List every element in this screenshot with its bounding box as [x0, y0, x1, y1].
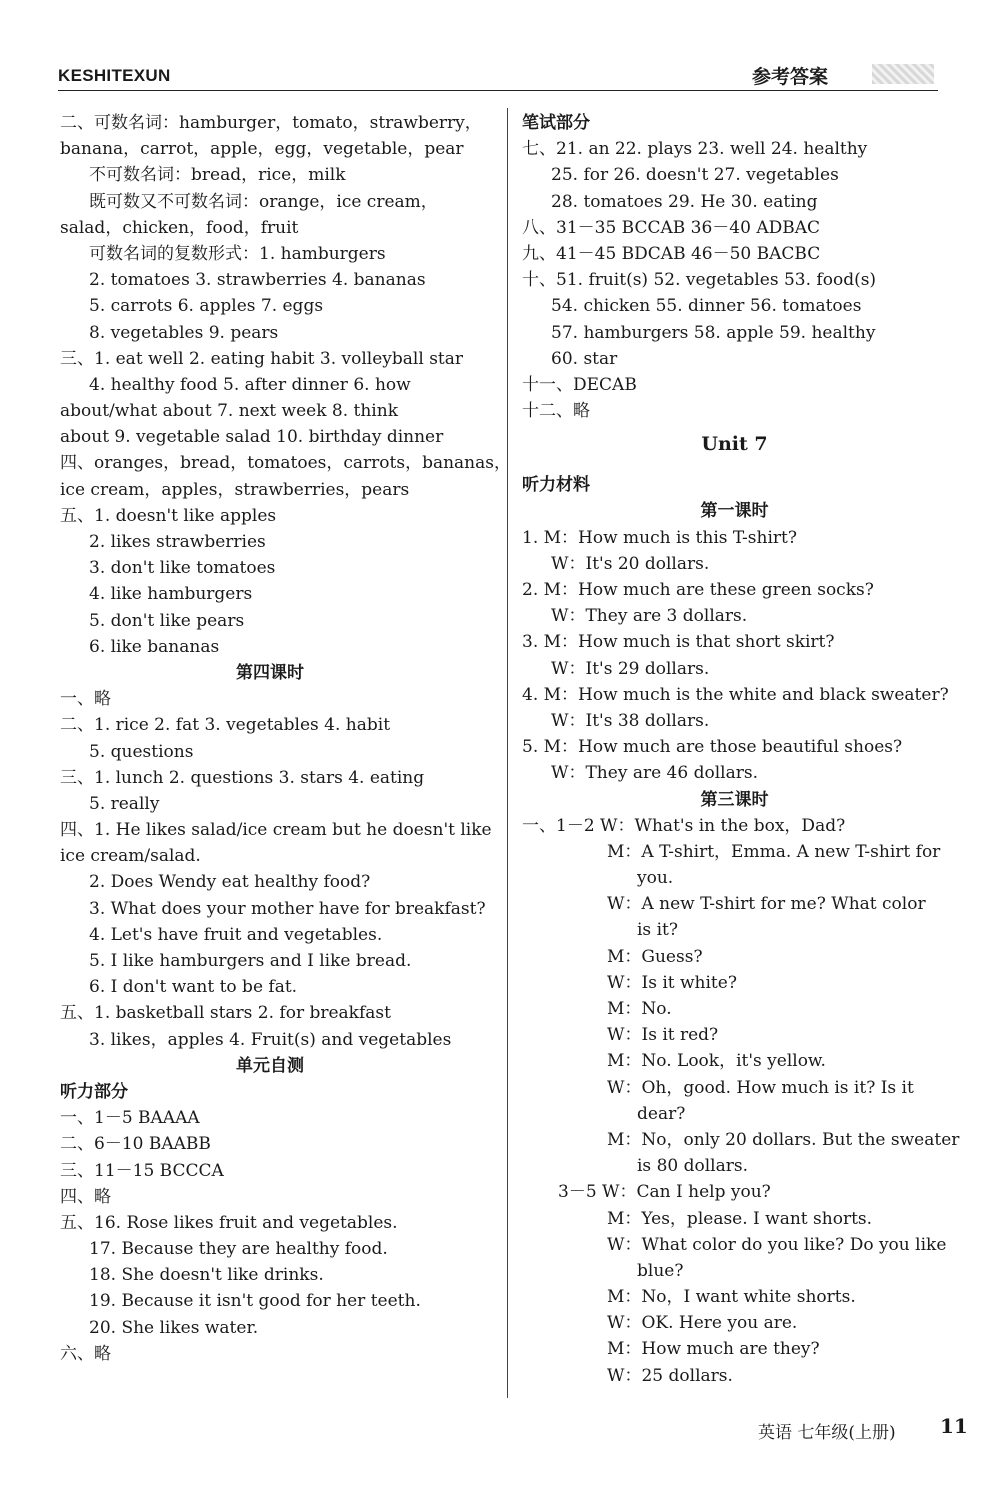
dialogue-line: you.: [637, 868, 674, 889]
dialogue-line: blue?: [637, 1260, 684, 1281]
answer-line: 二、1. rice 2. fat 3. vegetables 4. habit: [60, 715, 391, 736]
dialogue-line: M：A T-shirt，Emma. A new T-shirt for: [607, 841, 941, 862]
answer-line: 5. questions: [89, 741, 194, 762]
page-number: 11: [940, 1414, 968, 1438]
dialogue-line: 一、1－2 W：What's in the box，Dad?: [522, 815, 846, 836]
answer-line: 4. like hamburgers: [89, 584, 253, 605]
answer-line: 二、6－10 BAABB: [60, 1134, 211, 1155]
answer-line: 三、1. lunch 2. questions 3. stars 4. eating: [60, 767, 425, 788]
answer-line: ice cream/salad.: [60, 846, 201, 867]
answer-line: about/what about 7. next week 8. think: [60, 401, 398, 422]
dialogue-line: 1. M：How much is this T-shirt?: [522, 527, 797, 548]
dialogue-line: 3. M：How much is that short skirt?: [522, 632, 835, 653]
dialogue-line: W：What color do you like? Do you like: [607, 1234, 947, 1255]
dialogue-line: W：A new T-shirt for me? What color: [607, 894, 926, 915]
answer-line: 8. vegetables 9. pears: [89, 322, 279, 343]
answer-line: 25. for 26. doesn't 27. vegetables: [551, 165, 839, 186]
dialogue-line: 2. M：How much are these green socks?: [522, 580, 874, 600]
answer-line: 二、可数名词：hamburger，tomato，strawberry，: [60, 113, 482, 133]
written-heading: 笔试部分: [522, 113, 590, 133]
answer-line: 60. star: [551, 348, 618, 369]
answer-line: 六、略: [60, 1343, 111, 1364]
answer-line: 十一、DECAB: [522, 374, 637, 395]
left-column: [60, 110, 511, 1367]
listening-heading: 听力部分: [60, 1081, 128, 1102]
dialogue-line: M：Yes，please. I want shorts.: [607, 1208, 873, 1229]
spacer: [522, 458, 947, 472]
answer-line: 3. don't like tomatoes: [89, 558, 276, 579]
dialogue-line: is it?: [637, 920, 678, 941]
answer-line: 十二、略: [522, 401, 590, 422]
dialogue-line: W：Is it red?: [607, 1025, 719, 1046]
header-decoration: [872, 64, 934, 84]
answer-line: banana，carrot，apple，egg，vegetable，pear: [60, 139, 464, 160]
answer-line: 2. Does Wendy eat healthy food?: [89, 872, 371, 893]
dialogue-line: W：They are 46 dollars.: [551, 763, 758, 784]
answer-line: about 9. vegetable salad 10. birthday dinner: [60, 427, 444, 448]
answer-line: 5. don't like pears: [89, 610, 245, 631]
answer-line: ice cream，apples，strawberries，pears: [60, 479, 410, 500]
dialogue-line: 3－5 W：Can I help you?: [558, 1182, 771, 1203]
answer-line: 四、oranges，bread，tomatoes，carrots，bananas，: [60, 453, 511, 474]
answer-line: 6. like bananas: [89, 636, 220, 657]
answer-line: 七、21. an 22. plays 23. well 24. healthy: [522, 139, 868, 160]
listening-material-heading: 听力材料: [522, 475, 590, 496]
answer-line: 5. carrots 6. apples 7. eggs: [89, 296, 324, 317]
answer-line: 28. tomatoes 29. He 30. eating: [551, 191, 818, 212]
dialogue-line: M：No.: [607, 999, 672, 1019]
answer-line: 20. She likes water.: [89, 1317, 259, 1338]
dialogue-line: W：Is it white?: [607, 972, 737, 993]
dialogue-line: W：It's 38 dollars.: [551, 710, 710, 731]
answer-line: 19. Because it isn't good for her teeth.: [89, 1291, 421, 1312]
answer-line: 三、11－15 BCCCA: [60, 1160, 224, 1181]
answer-line: 17. Because they are healthy food.: [89, 1239, 388, 1260]
dialogue-line: M：Guess?: [607, 946, 703, 967]
answer-line: 6. I don't want to be fat.: [89, 977, 298, 998]
header-rule: [58, 90, 938, 91]
answer-line: 5. I like hamburgers and I like bread.: [89, 951, 412, 971]
answer-line: 五、1. basketball stars 2. for breakfast: [60, 1003, 391, 1024]
lesson-heading: 第一课时: [700, 501, 769, 522]
dialogue-line: is 80 dollars.: [637, 1156, 748, 1177]
unit-test-heading: 单元自测: [236, 1055, 304, 1076]
answer-line: 57. hamburgers 58. apple 59. healthy: [551, 322, 876, 343]
dialogue-line: W：25 dollars.: [607, 1365, 733, 1386]
answer-line: 一、1－5 BAAAA: [60, 1108, 200, 1129]
answer-line: salad，chicken，food，fruit: [60, 217, 299, 238]
dialogue-line: W：They are 3 dollars.: [551, 606, 748, 627]
answer-line: 3. What does your mother have for breakfast?: [89, 898, 486, 919]
answer-line: 一、略: [60, 689, 111, 710]
dialogue-line: 4. M：How much is the white and black sweater?: [522, 684, 949, 705]
dialogue-line: W：It's 29 dollars.: [551, 658, 710, 679]
answer-line: 4. healthy food 5. after dinner 6. how: [89, 374, 411, 395]
answer-line: 5. really: [89, 793, 160, 814]
answer-line: 八、31－35 BCCAB 36－40 ADBAC: [522, 217, 821, 238]
dialogue-line: M：No. Look，it's yellow.: [607, 1051, 826, 1072]
answer-line: 四、略: [60, 1186, 111, 1207]
brand-logo: KESHITEXUN: [58, 66, 171, 85]
answer-line: 五、1. doesn't like apples: [60, 505, 277, 526]
answer-line: 五、16. Rose likes fruit and vegetables.: [60, 1212, 398, 1233]
dialogue-line: M：No，only 20 dollars. But the sweater: [607, 1129, 960, 1150]
answer-line: 54. chicken 55. dinner 56. tomatoes: [551, 296, 862, 317]
answer-line: 三、1. eat well 2. eating habit 3. volleyball star: [60, 348, 464, 369]
section-label: 参考答案: [752, 66, 829, 88]
answer-line: 2. tomatoes 3. strawberries 4. bananas: [89, 270, 426, 291]
dialogue-line: dear?: [637, 1103, 686, 1124]
column-divider: [507, 108, 508, 1398]
dialogue-line: W：It's 20 dollars.: [551, 553, 710, 574]
dialogue-line: W：OK. Here you are.: [607, 1313, 798, 1334]
answer-line: 九、41－45 BDCAB 46－50 BACBC: [522, 243, 821, 264]
dialogue-line: M：No，I want white shorts.: [607, 1287, 856, 1308]
lesson-heading: 第四课时: [236, 662, 304, 683]
answer-line: 3. likes，apples 4. Fruit(s) and vegetables: [89, 1029, 452, 1050]
dialogue-line: M：How much are they?: [607, 1339, 820, 1360]
answer-line: 十、51. fruit(s) 52. vegetables 53. food(s): [522, 270, 877, 291]
footer-subject: 英语 七年级(上册): [758, 1423, 896, 1443]
dialogue-line: 5. M：How much are those beautiful shoes?: [522, 737, 903, 758]
answer-line: 不可数名词：bread，rice，milk: [89, 165, 346, 186]
right-column: [522, 110, 960, 1389]
answer-line: 18. She doesn't like drinks.: [89, 1265, 324, 1286]
answer-line: 既可数又不可数名词：orange，ice cream，: [89, 191, 438, 212]
lesson-heading: 第三课时: [700, 789, 769, 810]
unit-title: Unit 7: [701, 433, 768, 456]
answer-line: 可数名词的复数形式：1. hamburgers: [89, 243, 386, 264]
answer-line: 四、1. He likes salad/ice cream but he doesn't like: [60, 820, 492, 841]
answer-line: 4. Let's have fruit and vegetables.: [89, 924, 383, 945]
dialogue-line: W：Oh，good. How much is it? Is it: [607, 1077, 914, 1098]
answer-line: 2. likes strawberries: [89, 532, 266, 552]
